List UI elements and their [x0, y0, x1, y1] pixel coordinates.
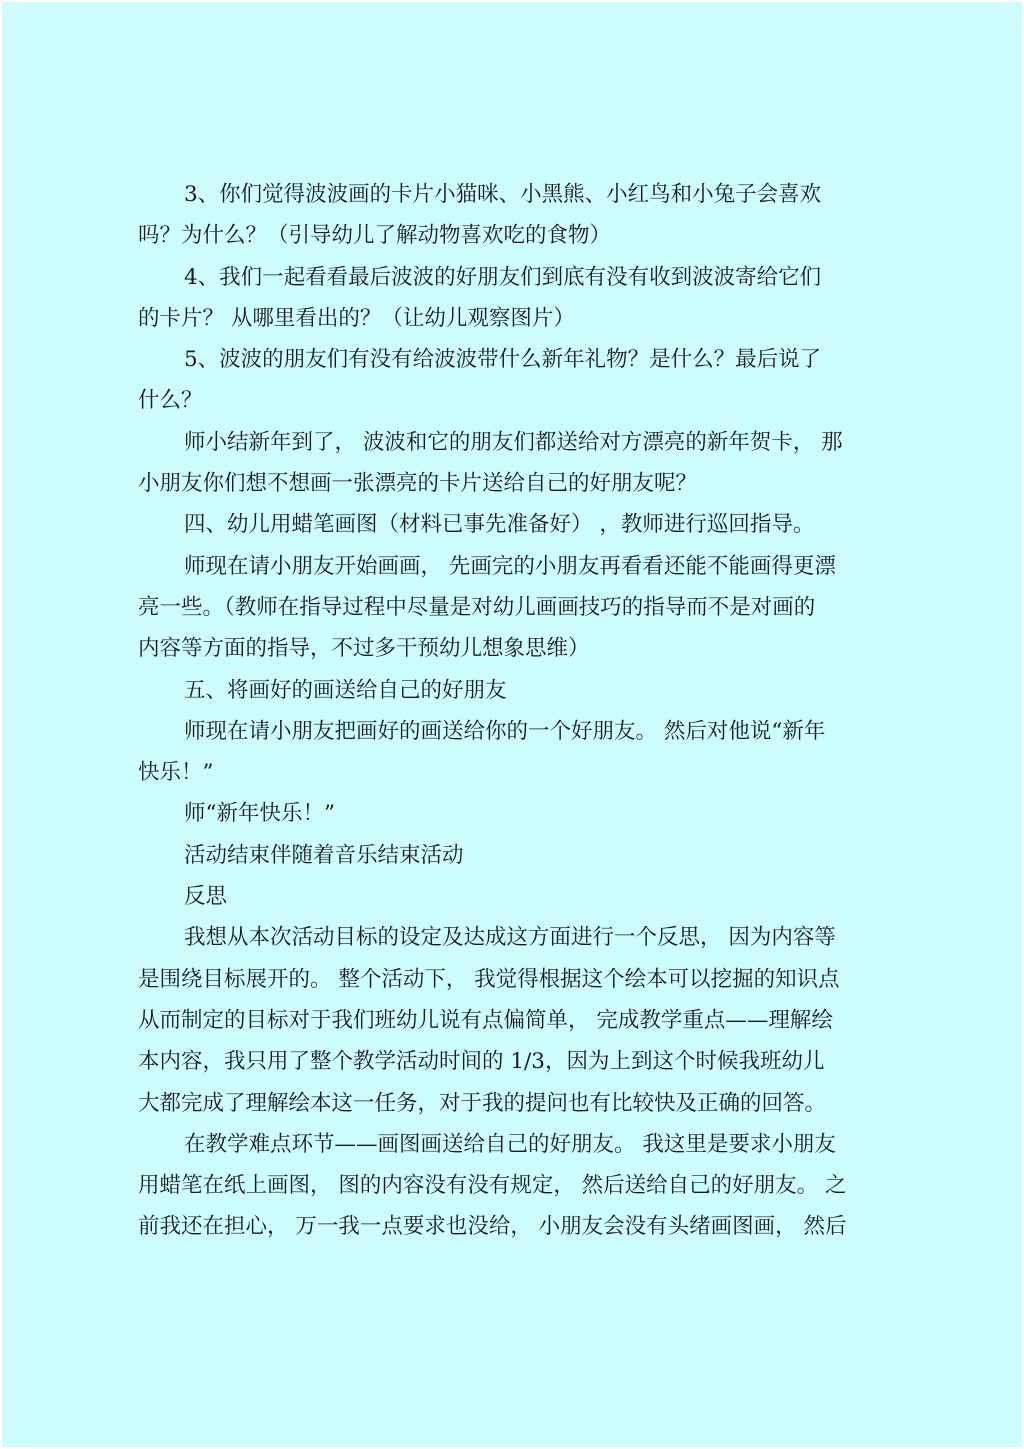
text-line: 吗？为什么？（引导幼儿了解动物喜欢吃的食物） [138, 223, 612, 249]
text-line: 4、我们一起看看最后波波的好朋友们到底有没有收到波波寄给它们 [184, 264, 822, 290]
text-line: 内容等方面的指导，不过多干预幼儿想象思维） [138, 636, 590, 662]
text-line: 五、将画好的画送给自己的好朋友 [184, 677, 507, 703]
text-line: 3、你们觉得波波画的卡片小猫咪、小黑熊、小红鸟和小兔子会喜欢 [184, 182, 822, 207]
text-line: 我想从本次活动目标的设定及达成这方面进行一个反思， 因为内容等 [184, 925, 836, 951]
section-heading: 反思 [184, 884, 228, 910]
text-line: 的卡片？ 从哪里看出的？（让幼儿观察图片） [138, 305, 575, 331]
text-line: 师现在请小朋友把画好的画送给你的一个好朋友。 然后对他说“新年 [184, 718, 826, 744]
document-body [138, 174, 900, 1248]
text-line: 用蜡笔在纸上画图， 图的内容没有没有规定， 然后送给自己的好朋友。 之 [138, 1173, 847, 1199]
text-line: 小朋友你们想不想画一张漂亮的卡片送给自己的好朋友呢？ [138, 471, 698, 497]
document-page [2, 2, 1022, 1447]
text-line: 活动结束伴随着音乐结束活动 [184, 842, 464, 868]
text-line: 在教学难点环节——画图画送给自己的好朋友。 我这里是要求小朋友 [184, 1131, 836, 1157]
text-line: 师现在请小朋友开始画画， 先画完的小朋友再看看还能不能画得更漂 [184, 553, 836, 579]
text-line: 师“新年快乐！” [184, 801, 335, 827]
text-line: 四、幼儿用蜡笔画图（材料已事先准备好） ，教师进行巡回指导。 [184, 512, 815, 538]
text-line: 5、波波的朋友们有没有给波波带什么新年礼物？是什么？最后说了 [184, 347, 822, 373]
text-line: 是围绕目标展开的。 整个活动下， 我觉得根据这个绘本可以挖掘的知识点 [138, 966, 840, 992]
text-line: 亮一些。（教师在指导过程中尽量是对幼儿画画技巧的指导而不是对画的 [138, 594, 816, 620]
text-line: 快乐！” [138, 760, 214, 786]
text-line: 大都完成了理解绘本这一任务，对于我的提问也有比较快及正确的回答。 [138, 1090, 827, 1116]
text-line: 前我还在担心， 万一我一点要求也没给， 小朋友会没有头绪画图画， 然后 [138, 1214, 847, 1240]
text-line: 从而制定的目标对于我们班幼儿说有点偏简单， 完成教学重点——理解绘 [138, 1007, 833, 1033]
text-line: 本内容，我只用了整个教学活动时间的 1/3，因为上到这个时候我班幼儿 [138, 1049, 825, 1075]
text-line: 什么？ [138, 388, 203, 414]
text-line: 师小结新年到了， 波波和它的朋友们都送给对方漂亮的新年贺卡， 那 [184, 429, 843, 455]
